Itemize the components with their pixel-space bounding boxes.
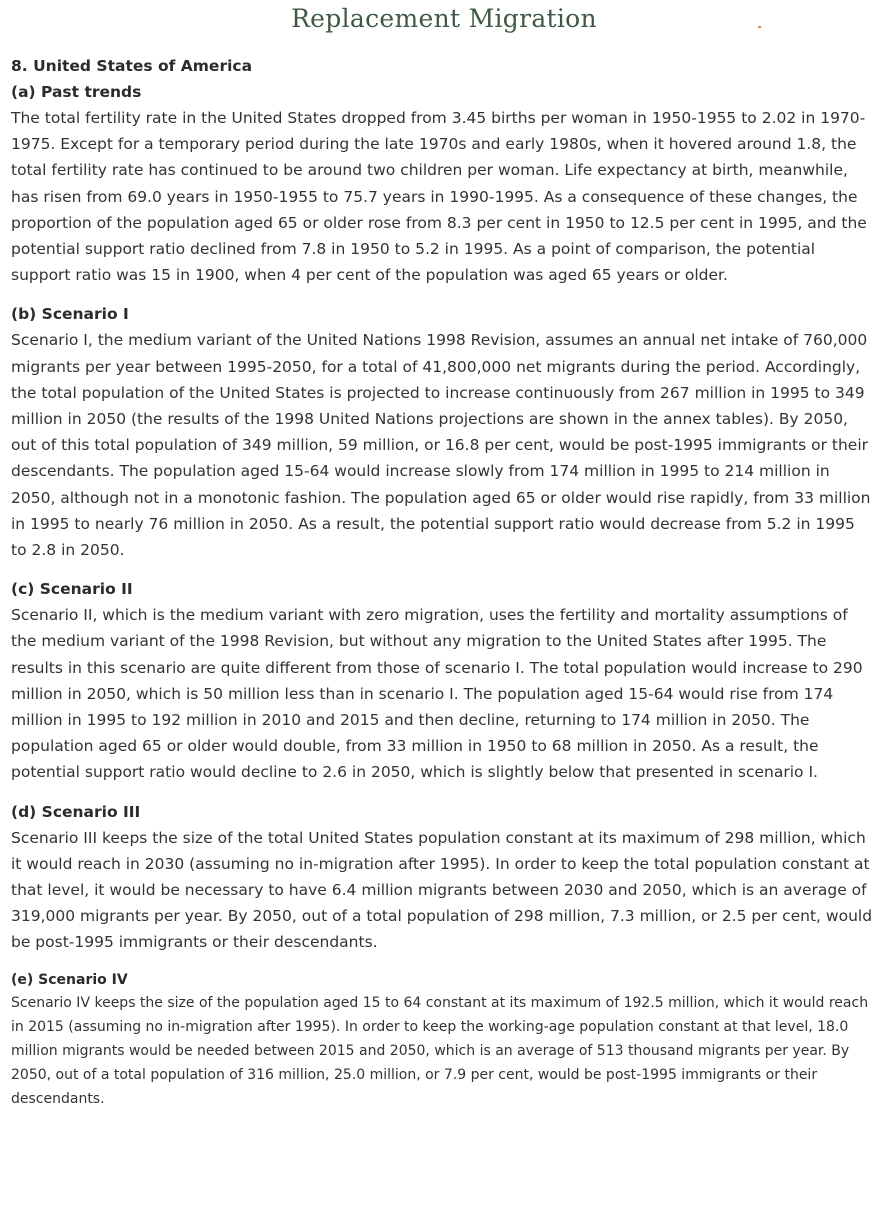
section-paragraph: The total fertility rate in the United States dropped from 3.45 births per woman in 1950-1955 to 2.02 in 1970-1975. Except for a temporary period during the late 1970s and early 1980s, when it hovered around 1.8, the total fertility rate has continued to be around two children per woman. Life expectancy at birth, meanwhile, has risen from 69.0 years in 1950-1955 to 75.7 years in 1990-1995. As a consequence of these changes, the proportion of the population aged 65 or older rose from 8.3 per cent in 1950 to 12.5 per cent in 1995, and the potential support ratio declined from 7.8 in 1950 to 5.2 in 1995. As a point of comparison, the potential support ratio was 15 in 1900, when 4 per cent of the population was aged 65 years or older. xyxy=(11,109,867,285)
section-title: (d) Scenario III xyxy=(11,802,141,821)
page-title: Replacement Migration xyxy=(291,4,597,33)
header-mark xyxy=(758,26,761,28)
section-scenario-4 xyxy=(11,969,875,1111)
section-past-trends xyxy=(11,79,875,288)
section-paragraph: Scenario IV keeps the size of the population aged 15 to 64 constant at its maximum of 192.5 million, which it would reach in 2015 (assuming no in-migration after 1995). In order to keep the working-age population constant at that level, 18.0 million migrants would be needed between 2015 and 2050, which is an average of 513 thousand migrants per year. By 2050, out of a total population of 316 million, 25.0 million, or 7.9 per cent, would be post-1995 immigrants or their descendants. xyxy=(11,994,869,1107)
page-header xyxy=(0,0,888,44)
country-heading: 8. United States of America xyxy=(11,57,253,75)
section-title: (c) Scenario II xyxy=(11,580,133,599)
document-body xyxy=(11,53,875,1111)
section-scenario-2 xyxy=(11,576,875,785)
section-title: (a) Past trends xyxy=(11,83,142,101)
section-paragraph: Scenario I, the medium variant of the United Nations 1998 Revision, assumes an annual net intake of 760,000 migrants per year between 1995-2050, for a total of 41,800,000 net migrants during the period. Accordingly, the total population of the United States is projected to increase continuously from 267 million in 1995 to 349 million in 2050 (the results of the 1998 United Nations projections are shown in the annex tables). By 2050, out of this total population of 349 million, 59 million, or 16.8 per cent, would be post-1995 immigrants or their descendants. The population aged 15-64 would increase slowly from 174 million in 1995 to 214 million in 2050, although not in a monotonic fashion. The population aged 65 or older would rise rapidly, from 33 million in 1995 to nearly 76 million in 2050. As a result, the potential support ratio would decrease from 5.2 in 1995 to 2.8 in 2050. xyxy=(11,331,871,560)
section-paragraph: Scenario III keeps the size of the total United States population constant at its maximum of 298 million, which it would reach in 2030 (assuming no in-migration after 1995). In order to keep the total population constant at that level, it would be necessary to have 6.4 million migrants between 2030 and 2050, which is an average of 319,000 migrants per year. By 2050, out of a total population of 298 million, 7.3 million, or 2.5 per cent, would be post-1995 immigrants or their descendants. xyxy=(11,828,873,952)
section-scenario-1 xyxy=(11,301,875,563)
section-title: (e) Scenario IV xyxy=(11,971,128,988)
section-title: (b) Scenario I xyxy=(11,305,129,324)
section-paragraph: Scenario II, which is the medium variant with zero migration, uses the fertility and mortality assumptions of the medium variant of the 1998 Revision, but without any migration to the United States after 1995. The results in this scenario are quite different from those of scenario I. The total population would increase to 290 million in 2050, which is 50 million less than in scenario I. The population aged 15-64 would rise from 174 million in 1995 to 192 million in 2010 and 2015 and then decline, returning to 174 million in 2050. The population aged 65 or older would double, from 33 million in 1950 to 68 million in 2050. As a result, the potential support ratio would decline to 2.6 in 2050, which is slightly below that presented in scenario I. xyxy=(11,606,863,782)
section-scenario-3 xyxy=(11,799,875,956)
